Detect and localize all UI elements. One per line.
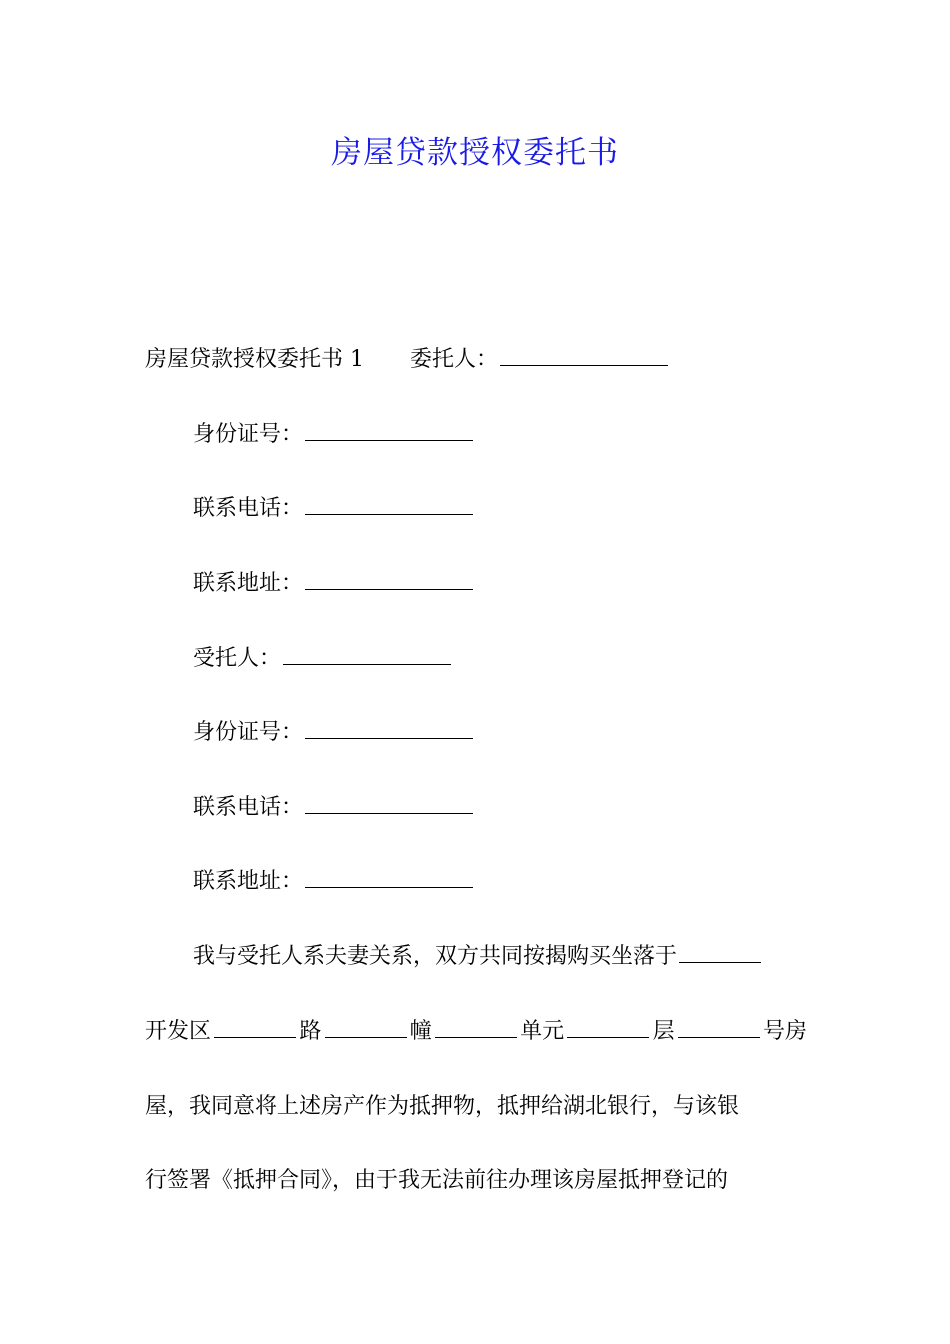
body-line-2 bbox=[145, 1017, 807, 1047]
building-blank bbox=[435, 1017, 517, 1038]
principal-id-label: 身份证号： bbox=[193, 422, 304, 447]
agent-label: 受托人： bbox=[193, 646, 282, 671]
principal-name-blank bbox=[500, 345, 668, 366]
agent-phone-line bbox=[193, 793, 473, 823]
principal-id-line bbox=[193, 420, 473, 450]
principal-address-line bbox=[193, 569, 473, 599]
principal-phone-label: 联系电话： bbox=[193, 496, 304, 521]
agent-id-line bbox=[193, 718, 473, 748]
agent-line bbox=[193, 644, 451, 674]
agent-name-blank bbox=[283, 644, 451, 665]
body-line-3: 屋，我同意将上述房产作为抵押物，抵押给湖北银行，与该银 bbox=[145, 1094, 740, 1119]
principal-label: 委托人： bbox=[410, 347, 499, 372]
unit-blank bbox=[567, 1017, 649, 1038]
floor-label: 层 bbox=[652, 1019, 675, 1044]
principal-id-blank bbox=[305, 420, 473, 441]
agent-phone-label: 联系电话： bbox=[193, 795, 304, 820]
principal-address-blank bbox=[305, 569, 473, 590]
body-text-1: 我与受托人系夫妻关系，双方共同按揭购买坐落于 bbox=[193, 944, 678, 969]
body-line-1 bbox=[193, 942, 761, 972]
district-label: 开发区 bbox=[145, 1019, 212, 1044]
document-title: 房屋贷款授权委托书 bbox=[331, 135, 619, 171]
agent-address-label: 联系地址： bbox=[193, 869, 304, 894]
intro-line bbox=[145, 345, 668, 375]
agent-address-blank bbox=[305, 867, 473, 888]
road-blank bbox=[325, 1017, 407, 1038]
principal-address-label: 联系地址： bbox=[193, 571, 304, 596]
district-blank bbox=[214, 1017, 296, 1038]
floor-blank bbox=[678, 1017, 760, 1038]
agent-id-label: 身份证号： bbox=[193, 720, 304, 745]
body-line-4: 行签署《抵押合同》，由于我无法前往办理该房屋抵押登记的 bbox=[145, 1168, 729, 1193]
intro-label: 房屋贷款授权委托书 1 bbox=[145, 347, 364, 372]
road-label: 路 bbox=[299, 1019, 322, 1044]
agent-address-line bbox=[193, 867, 473, 897]
location-blank bbox=[679, 942, 761, 963]
principal-phone-line bbox=[193, 494, 473, 524]
room-label: 号房 bbox=[762, 1019, 807, 1044]
building-label: 幢 bbox=[409, 1019, 432, 1044]
agent-id-blank bbox=[305, 718, 473, 739]
agent-phone-blank bbox=[305, 793, 473, 814]
principal-phone-blank bbox=[305, 494, 473, 515]
unit-label: 单元 bbox=[520, 1019, 565, 1044]
